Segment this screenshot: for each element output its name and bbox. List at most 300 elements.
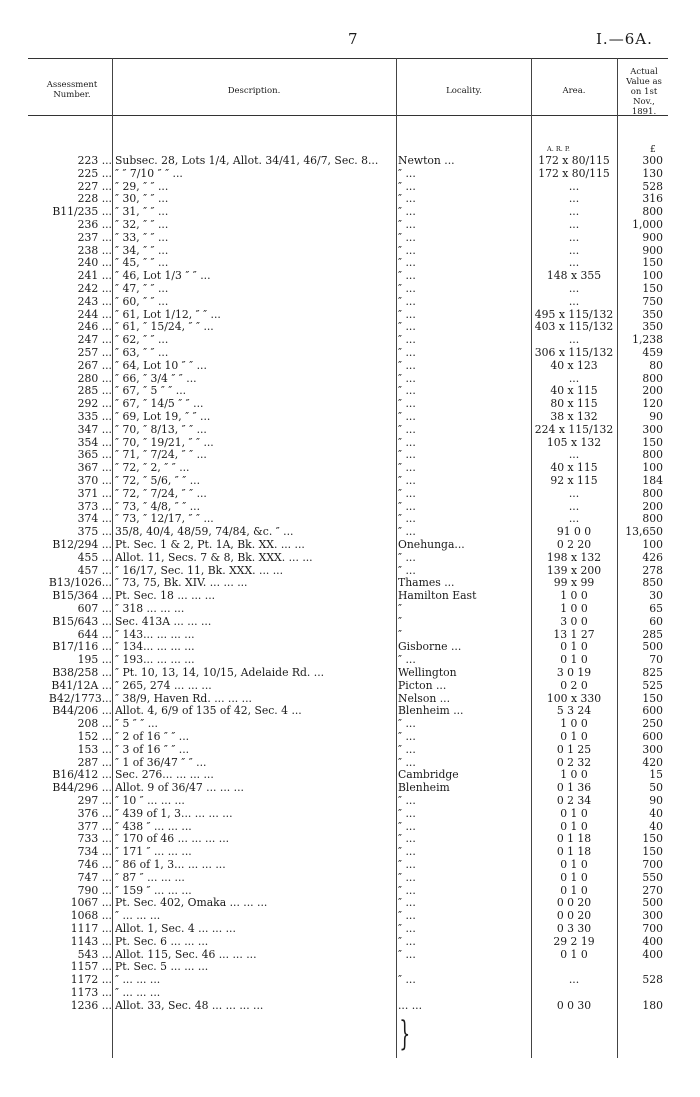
area-cell: 0 2 34	[556, 794, 592, 807]
assessment-number-cell: 242 ...	[77, 282, 112, 295]
value-cell: 130	[642, 166, 663, 180]
area-cell: 0 3 30	[556, 922, 592, 935]
page-number: 7	[348, 30, 358, 48]
assessment-number-cell: 246 ...	[77, 320, 112, 334]
locality-cell: ″ ...	[398, 935, 416, 948]
locality-cell: ″ ...	[398, 167, 416, 180]
assessment-number-cell: 335 ...	[77, 410, 112, 423]
assessment-number-cell: 375 ...	[77, 525, 112, 539]
table-row	[0, 987, 700, 1000]
locality-cell: ″ ...	[398, 859, 416, 871]
value-cell: 825	[642, 666, 663, 679]
assessment-number-cell: 644 ...	[77, 627, 112, 641]
assessment-number-cell: 227 ...	[77, 179, 112, 193]
area-cell: 0 1 25	[556, 742, 592, 756]
description-cell: ″ 73, ″ 4/8, ″ ″ ...	[115, 500, 200, 513]
locality-cell: ″ ...	[398, 180, 416, 193]
locality-cell: ″ ...	[398, 795, 416, 807]
area-cell: 1 0 0	[560, 589, 588, 603]
description-cell: ″ 61, ″ 15/24, ″ ″ ...	[115, 321, 214, 334]
value-cell: 350	[642, 320, 663, 334]
value-cell: 500	[642, 896, 663, 910]
description-cell: ″ ″ 7/10 ″ ″ ...	[115, 167, 183, 180]
area-cell: 495 x 115/132	[534, 307, 614, 321]
locality-cell: Blenheim ...	[398, 705, 464, 718]
description-cell: ″ 318 ... ... ...	[115, 603, 185, 615]
area-cell: 3 0 0	[560, 614, 588, 628]
area-cell: 0 1 0	[560, 806, 588, 820]
locality-cell: Hamilton East	[398, 590, 477, 603]
assessment-number-cell: B15/643 ...	[52, 614, 112, 628]
locality-cell: Onehunga...	[398, 539, 465, 551]
value-cell: 13,650	[625, 525, 663, 539]
area-cell: 0 1 0	[560, 730, 588, 743]
description-cell: ″ 70, ″ 8/13, ″ ″ ...	[115, 423, 207, 436]
assessment-number-cell: B41/12A ...	[51, 678, 112, 692]
value-cell: 850	[642, 576, 663, 590]
locality-cell: ″ ...	[398, 193, 416, 206]
description-cell: ″ 60, ″ ″ ...	[115, 295, 169, 308]
area-cell: ...	[568, 448, 580, 462]
area-cell: 306 x 115/132	[534, 346, 614, 359]
area-cell: ...	[568, 230, 580, 244]
area-cell: 172 x 80/115	[538, 166, 610, 180]
value-cell: 800	[642, 486, 663, 500]
assessment-number-cell: 244 ...	[77, 307, 112, 321]
area-cell: 0 1 18	[556, 845, 592, 859]
description-cell: ″ 72, ″ 5/6, ″ ″ ...	[115, 475, 200, 487]
description-cell: ″ 63, ″ ″ ...	[115, 347, 169, 359]
description-cell: ″ 45, ″ ″ ...	[115, 257, 169, 270]
locality-cell: ″ ...	[398, 564, 416, 577]
value-cell: 600	[642, 704, 663, 718]
description-cell: ″ 61, Lot 1/12, ″ ″ ...	[115, 308, 221, 321]
table-row	[0, 283, 700, 296]
description-cell: ″ 2 of 16 ″ ″ ...	[115, 731, 190, 743]
locality-cell: ″ ...	[398, 513, 416, 526]
area-cell: ...	[568, 192, 580, 206]
assessment-number-cell: 237 ...	[77, 230, 112, 244]
area-cell: 1 0 0	[560, 602, 588, 615]
description-cell: ″ 69, Lot 19, ″ ″ ...	[115, 411, 211, 423]
description-cell: Allot. 115, Sec. 46 ... ... ...	[115, 948, 257, 961]
area-cell: 0 1 0	[560, 653, 588, 667]
description-cell: Subsec. 28, Lots 1/4, Allot. 34/41, 46/7, Sec. 8...	[115, 155, 379, 167]
locality-cell: ″ ...	[398, 295, 416, 308]
description-cell: Pt. Sec. 402, Omaka ... ... ...	[115, 897, 268, 910]
table-row	[0, 168, 700, 181]
value-cell: 150	[642, 832, 663, 846]
value-cell: 200	[642, 499, 663, 513]
description-cell: ″ 3 of 16 ″ ″ ...	[115, 743, 190, 756]
description-cell: Pt. Sec. 5 ... ... ...	[115, 961, 209, 974]
locality-cell: ″ ...	[398, 526, 416, 539]
locality-cell: ″ ...	[398, 897, 416, 910]
header-value: Actual Value as on 1st Nov., 1891.	[626, 67, 662, 117]
assessment-number-cell: 152 ...	[77, 730, 112, 743]
area-cell: ...	[568, 486, 580, 500]
assessment-number-cell: 347 ...	[77, 422, 112, 436]
assessment-number-cell: 734 ...	[77, 845, 112, 859]
locality-cell: ″ ...	[398, 833, 416, 846]
assessment-number-cell: 1068 ...	[70, 909, 112, 923]
value-cell: 90	[649, 410, 663, 423]
assessment-number-cell: 457 ...	[77, 563, 112, 577]
table-row	[0, 744, 700, 757]
locality-cell: ″	[398, 628, 403, 641]
description-cell: ″ 31, ″ ″ ...	[115, 206, 169, 219]
assessment-number-cell: B44/206 ...	[52, 704, 112, 718]
area-cell: 5 3 24	[556, 704, 592, 718]
table-row	[0, 155, 700, 168]
locality-cell: Cambridge	[398, 769, 459, 782]
page-reference: I.—6A.	[596, 30, 653, 48]
value-cell: 120	[642, 397, 663, 411]
locality-cell: ″ ...	[398, 321, 416, 334]
description-cell: ″ 159 ″ ... ... ...	[115, 884, 192, 897]
assessment-number-cell: 208 ...	[77, 717, 112, 731]
value-cell: 285	[642, 627, 663, 641]
description-cell: Allot. 1, Sec. 4 ... ... ...	[115, 923, 236, 935]
locality-cell: ″ ...	[398, 820, 416, 833]
area-cell: 0 1 0	[560, 819, 588, 833]
table-top-rule	[28, 58, 668, 59]
locality-cell: Wellington	[398, 667, 457, 679]
description-cell: 35/8, 40/4, 48/59, 74/84, &c. ″ ...	[115, 526, 294, 539]
locality-cell: ″ ...	[398, 423, 416, 436]
area-cell: 0 1 0	[560, 640, 588, 654]
area-cell: ...	[568, 218, 580, 231]
assessment-number-cell: 746 ...	[77, 858, 112, 871]
assessment-number-cell: 287 ...	[77, 755, 112, 769]
assessment-number-cell: 238 ...	[77, 243, 112, 257]
locality-cell: ″ ...	[398, 654, 416, 667]
assessment-number-cell: 543 ...	[77, 947, 112, 961]
locality-cell: Picton ...	[398, 679, 447, 692]
description-cell: Pt. Sec. 1 & 2, Pt. 1A, Bk. XX. ... ...	[115, 539, 305, 551]
header-area: Area.	[562, 86, 586, 96]
area-cell: 0 0 20	[556, 896, 592, 910]
locality-cell: ... ...	[398, 999, 423, 1012]
assessment-number-cell: B38/258 ...	[52, 666, 112, 679]
description-cell: ″ 193... ... ... ...	[115, 654, 195, 667]
value-cell: 900	[642, 230, 663, 244]
description-cell: Allot. 4, 6/9 of 135 of 42, Sec. 4 ...	[115, 705, 302, 718]
area-cell: 40 x 123	[550, 358, 598, 372]
area-cell: 198 x 132	[546, 550, 602, 564]
value-cell: 200	[642, 384, 663, 398]
description-cell: Pt. Sec. 18 ... ... ...	[115, 590, 216, 603]
description-cell: ″ 30, ″ ″ ...	[115, 193, 169, 206]
locality-cell: ″	[398, 603, 403, 615]
description-cell: ″ 171 ″ ... ... ...	[115, 846, 192, 859]
area-cell: 38 x 132	[550, 410, 598, 423]
assessment-number-cell: B11/235 ...	[52, 205, 112, 219]
locality-cell: ″ ...	[398, 244, 416, 257]
value-cell: 800	[642, 512, 663, 526]
assessment-number-cell: B17/116 ...	[52, 640, 112, 654]
table-row	[0, 475, 700, 488]
area-cell: 40 x 115	[550, 461, 598, 475]
assessment-number-cell: 223 ...	[77, 154, 112, 167]
description-cell: Allot. 11, Secs. 7 & 8, Bk. XXX. ... ...	[115, 551, 313, 564]
assessment-number-cell: 240 ...	[77, 256, 112, 270]
area-cell: 403 x 115/132	[534, 320, 614, 334]
area-cell: 1 0 0	[560, 717, 588, 731]
description-cell: ″ 32, ″ ″ ...	[115, 219, 169, 231]
area-cell: ...	[568, 512, 580, 526]
value-cell: 270	[642, 883, 663, 897]
value-cell: 300	[642, 154, 663, 167]
locality-cell: ″ ...	[398, 807, 416, 820]
area-cell: 224 x 115/132	[534, 422, 614, 436]
locality-cell: ″ ...	[398, 398, 416, 411]
assessment-number-cell: 267 ...	[77, 358, 112, 372]
value-cell: 65	[649, 602, 663, 615]
assessment-number-cell: 371 ...	[77, 486, 112, 500]
description-cell: ″ 38/9, Haven Rd. ... ... ...	[115, 692, 252, 705]
description-cell: ″ 143... ... ... ...	[115, 628, 195, 641]
value-cell: 500	[642, 640, 663, 654]
area-cell: 29 2 19	[553, 934, 595, 948]
area-cell: 40 x 115	[550, 384, 598, 398]
locality-cell: ″ ...	[398, 449, 416, 462]
locality-cell: ″ ...	[398, 743, 416, 756]
assessment-number-cell: B42/1773...	[48, 691, 112, 705]
locality-cell: ″ ...	[398, 500, 416, 513]
area-cell: 91 0 0	[556, 525, 592, 539]
locality-cell: ″ ...	[398, 206, 416, 219]
assessment-number-cell: 280 ...	[77, 371, 112, 385]
table-row	[0, 552, 700, 565]
description-cell: ″ ... ... ...	[115, 974, 161, 987]
value-cell: 150	[642, 282, 663, 295]
area-cell: 92 x 115	[550, 474, 598, 487]
value-cell: 300	[642, 742, 663, 756]
area-cell: 148 x 355	[546, 269, 602, 283]
description-cell: ″ 439 of 1, 3... ... ... ...	[115, 807, 233, 820]
assessment-number-cell: 243 ...	[77, 294, 112, 308]
assessment-number-cell: B16/412 ...	[52, 768, 112, 782]
area-cell: 172 x 80/115	[538, 154, 610, 167]
description-cell: ″ 5 ″ ″ ...	[115, 718, 158, 731]
assessment-number-cell: 225 ...	[77, 166, 112, 180]
value-cell: 150	[642, 435, 663, 449]
locality-cell: ″ ...	[398, 974, 416, 987]
table-row	[0, 680, 700, 693]
description-cell: ″ 86 of 1, 3... ... ... ...	[115, 859, 226, 871]
assessment-number-cell: 373 ...	[77, 499, 112, 513]
area-cell: 0 1 18	[556, 832, 592, 846]
assessment-number-cell: 1172 ...	[70, 973, 112, 987]
locality-cell: ″ ...	[398, 308, 416, 321]
value-cell: 300	[642, 909, 663, 923]
value-cell: 278	[642, 563, 663, 577]
area-cell: ...	[568, 973, 580, 987]
table-row	[0, 603, 700, 616]
value-cell: 250	[642, 717, 663, 731]
description-cell: Sec. 276... ... ... ...	[115, 769, 214, 782]
assessment-number-cell: 377 ...	[77, 819, 112, 833]
locality-cell: ″ ...	[398, 270, 416, 283]
locality-cell: ″ ...	[398, 231, 416, 244]
table-row	[0, 936, 700, 949]
value-cell: 528	[642, 973, 663, 987]
area-cell: 0 1 36	[556, 781, 592, 795]
table-row	[0, 872, 700, 885]
assessment-number-cell: 285 ...	[77, 384, 112, 398]
area-units: A. R. P.	[547, 145, 570, 153]
description-cell: Allot. 9 of 36/47 ... ... ...	[115, 782, 244, 795]
value-cell: 800	[642, 448, 663, 462]
value-cell: 316	[642, 192, 663, 206]
assessment-number-cell: 153 ...	[77, 742, 112, 756]
description-cell: ″ ... ... ...	[115, 910, 161, 923]
table-row	[0, 488, 700, 501]
description-cell: ″ 438 ″ ... ... ...	[115, 820, 192, 833]
value-cell: 600	[642, 730, 663, 743]
locality-cell: ″ ...	[398, 219, 416, 231]
table-row	[0, 808, 700, 821]
value-cell: 40	[649, 819, 663, 833]
value-cell: 180	[642, 998, 663, 1012]
area-cell: 0 1 0	[560, 883, 588, 897]
header-description: Description.	[227, 86, 281, 96]
locality-cell: ″ ...	[398, 731, 416, 743]
locality-cell: ″ ...	[398, 372, 416, 385]
assessment-number-cell: 292 ...	[77, 397, 112, 411]
value-cell: 60	[649, 614, 663, 628]
locality-cell: Blenheim	[398, 782, 450, 795]
assessment-number-cell: 747 ...	[77, 870, 112, 884]
table-row	[0, 539, 700, 552]
assessment-number-cell: 354 ...	[77, 435, 112, 449]
header-bottom-rule	[28, 115, 668, 116]
table-row	[0, 616, 700, 629]
table-row	[0, 411, 700, 424]
area-cell: 139 x 200	[546, 563, 602, 577]
locality-cell: Gisborne ...	[398, 641, 462, 654]
value-cell: 350	[642, 307, 663, 321]
description-cell: ″ 10 ″ ... ... ...	[115, 795, 185, 807]
value-cell: 750	[642, 294, 663, 308]
value-cell: 30	[649, 589, 663, 603]
area-cell: ...	[568, 333, 580, 347]
area-cell: 1 0 0	[560, 768, 588, 782]
value-cell: 100	[642, 538, 663, 551]
description-cell: ″ 62, ″ ″ ...	[115, 334, 169, 347]
area-cell: 0 2 20	[556, 538, 592, 551]
value-cell: 1,238	[632, 333, 663, 347]
description-cell: ″ Pt. 10, 13, 14, 10/15, Adelaide Rd. ...	[115, 667, 325, 679]
area-cell: 0 1 0	[560, 870, 588, 884]
table-row	[0, 296, 700, 309]
table-row	[0, 731, 700, 744]
area-cell: 0 0 30	[556, 998, 592, 1012]
value-cell: 900	[642, 243, 663, 257]
table-row	[0, 360, 700, 373]
table-row	[0, 795, 700, 808]
table-row	[0, 232, 700, 245]
assessment-number-cell: 1236 ...	[70, 998, 112, 1012]
assessment-number-cell: 367 ...	[77, 461, 112, 475]
locality-cell: Thames ...	[398, 577, 455, 590]
value-cell: 459	[642, 346, 663, 359]
assessment-number-cell: B12/294 ...	[52, 538, 112, 551]
locality-cell: ″ ...	[398, 462, 416, 475]
assessment-number-cell: 1117 ...	[70, 922, 112, 935]
assessment-number-cell: 241 ...	[77, 269, 112, 283]
assessment-number-cell: 257 ...	[77, 346, 112, 359]
description-cell: ″ 72, ″ 7/24, ″ ″ ...	[115, 487, 207, 500]
description-cell: Pt. Sec. 6 ... ... ...	[115, 935, 209, 948]
description-cell: ″ ... ... ...	[115, 987, 161, 999]
area-cell: 99 x 99	[553, 576, 595, 590]
assessment-number-cell: B13/1026...	[48, 576, 112, 590]
assessment-number-cell: 370 ...	[77, 474, 112, 487]
assessment-number-cell: B15/364 ...	[52, 589, 112, 603]
locality-cell: ″ ...	[398, 359, 416, 372]
header-locality: Locality.	[446, 86, 482, 96]
value-cell: 528	[642, 179, 663, 193]
table-row	[0, 923, 700, 936]
area-cell: ...	[568, 179, 580, 193]
description-cell: ″ 72, ″ 2, ″ ″ ...	[115, 462, 190, 475]
header-assessment: Assessment Number.	[46, 80, 98, 100]
assessment-number-cell: 790 ...	[77, 883, 112, 897]
locality-cell: ″ ...	[398, 756, 416, 769]
area-cell: 3 0 19	[556, 666, 592, 679]
assessment-number-cell: 1067 ...	[70, 896, 112, 910]
table-row	[0, 859, 700, 872]
area-cell: 100 x 330	[546, 691, 602, 705]
value-cell: 420	[642, 755, 663, 769]
locality-cell: ″ ...	[398, 551, 416, 564]
description-cell: ″ 73, ″ 12/17, ″ ″ ...	[115, 513, 214, 526]
description-cell: ″ 67, ″ 5 ″ ″ ...	[115, 385, 187, 398]
table-row	[0, 424, 700, 437]
area-cell: 80 x 115	[550, 397, 598, 411]
value-cell: 50	[649, 781, 663, 795]
locality-cell: ″ ...	[398, 487, 416, 500]
value-cell: 400	[642, 934, 663, 948]
locality-cell: ″ ...	[398, 436, 416, 449]
description-cell: ″ 33, ″ ″ ...	[115, 231, 169, 244]
table-row	[0, 219, 700, 232]
area-cell: ...	[568, 205, 580, 219]
value-cell: 300	[642, 422, 663, 436]
locality-cell: Newton ...	[398, 155, 455, 167]
assessment-number-cell: 1143 ...	[70, 934, 112, 948]
assessment-number-cell: 247 ...	[77, 333, 112, 347]
value-cell: 40	[649, 806, 663, 820]
value-cell: 700	[642, 858, 663, 871]
area-cell: 0 0 20	[556, 909, 592, 923]
assessment-number-cell: 236 ...	[77, 218, 112, 231]
value-cell: 80	[649, 358, 663, 372]
description-cell: ″ 64, Lot 10 ″ ″ ...	[115, 359, 207, 372]
area-cell: ...	[568, 282, 580, 295]
description-cell: ″ 134... ... ... ...	[115, 641, 195, 654]
locality-brace: }	[399, 1014, 411, 1054]
value-cell: 400	[642, 947, 663, 961]
value-cell: 100	[642, 461, 663, 475]
table-row	[0, 667, 700, 680]
description-cell: ″ 47, ″ ″ ...	[115, 283, 169, 295]
locality-cell: ″ ...	[398, 411, 416, 423]
locality-cell: ″ ...	[398, 334, 416, 347]
description-cell: ″ 170 of 46 ... ... ... ...	[115, 833, 230, 846]
